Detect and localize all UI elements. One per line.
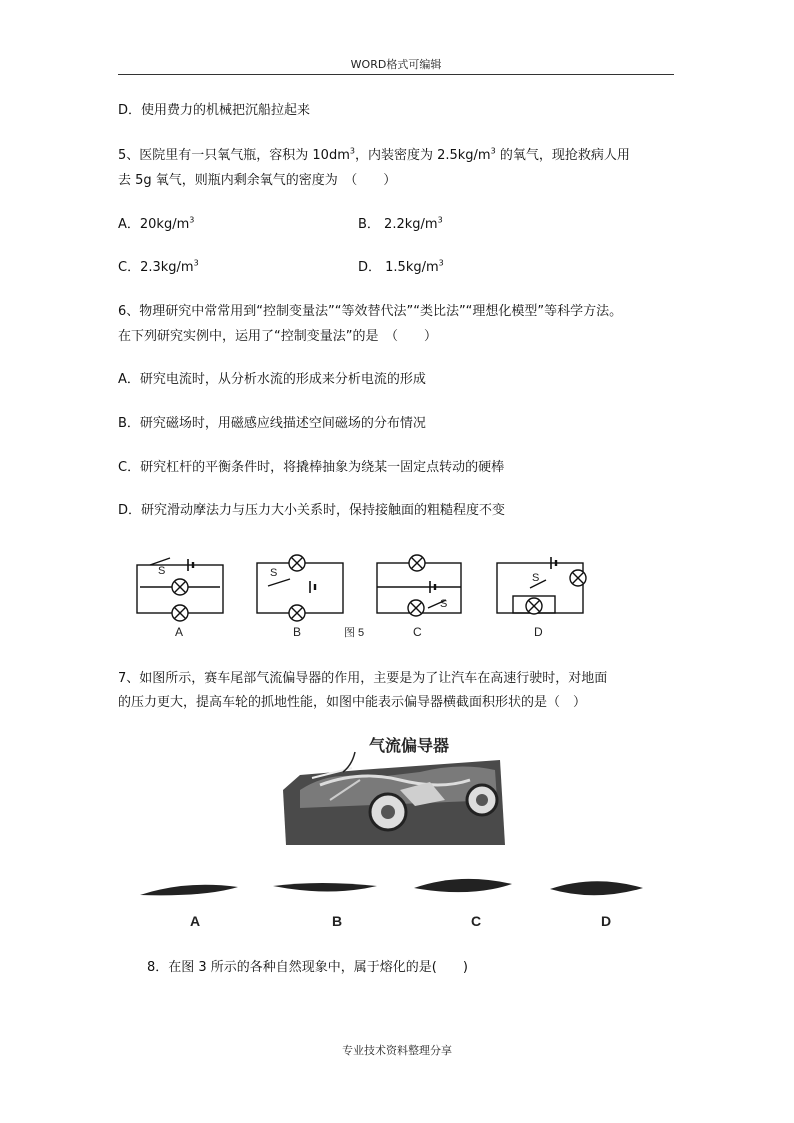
aerofoil-b [273,883,377,892]
shape-label-d: D [601,913,612,929]
q5-line2: 去 5g 氧气，则瓶内剩余氧气的密度为 （ ） [118,173,397,188]
shape-label-b: B [332,913,343,929]
q5-option-b: B． $2.2kg/m^3$ [358,215,443,232]
q6-option-a: A．研究电流时，从分析水流的形成来分析电流的形成 [118,372,426,387]
switch-label-c: S [440,598,448,610]
q5-option-c: C．$2.3kg/m^3$ [118,258,199,275]
shape-label-a: A [190,913,201,929]
page-header: WORD格式可编辑 [350,58,442,71]
q5-sup1: 3 [349,146,355,156]
aerofoil-d [550,881,643,895]
q6-line1: 6、物理研究中常常用到“控制变量法”“等效替代法”“类比法”“理想化模型”等科学方法。 [118,304,623,319]
q5-option-a: A．$20kg/m^3$ [118,215,195,232]
circuit-label-c: C [413,625,422,639]
q5-sup2: 3 [490,146,496,156]
shape-label-c: C [471,913,482,929]
q7-line1: 7、如图所示，赛车尾部气流偏导器的作用，主要是为了让汽车在高速行驶时，对地面 [118,671,608,686]
q6-line2: 在下列研究实例中，运用了“控制变量法”的是 （ ） [118,329,437,344]
q5-option-d: D． $1.5kg/m^3$ [358,258,444,275]
aerofoil-c [414,879,512,892]
aerofoil-a [140,885,238,896]
q8-line1: 8．在图 3 所示的各种自然现象中，属于熔化的是( ) [147,960,468,975]
switch-label-b: S [270,567,278,579]
car-image [283,760,505,845]
switch-label-a: S [158,565,166,577]
page-footer: 专业技术资料整理分享 [342,1044,452,1057]
q5-line1-c: 的氧气，现抢救病人用 [495,148,630,163]
q5-line1-a: 5、医院里有一只氧气瓶，容积为 10dm [118,148,350,163]
circuit-label-d: D [534,625,543,639]
q6-option-c: C．研究杠杆的平衡条件时，将撬棒抽象为绕某一固定点转动的硬棒 [118,460,505,475]
q6-option-d: D．研究滑动摩法力与压力大小关系时，保持接触面的粗糙程度不变 [118,503,506,518]
circuit-label-b: B [293,625,302,639]
q6-option-b: B．研究磁场时，用磁感应线描述空间磁场的分布情况 [118,416,426,431]
circuit-label-a: A [175,625,184,639]
switch-label-d: S [532,572,540,584]
q4-option-d: D．使用费力的机械把沉船拉起来 [118,103,311,118]
circuit-caption: 图 5 [344,627,365,639]
q5-line1-b: ，内装密度为 2.5kg/m [354,148,491,163]
q7-line2: 的压力更大，提高车轮的抓地性能，如图中能表示偏导器横截面积形状的是（ ） [118,695,587,710]
car-part-label: 气流偏导器 [369,736,450,755]
